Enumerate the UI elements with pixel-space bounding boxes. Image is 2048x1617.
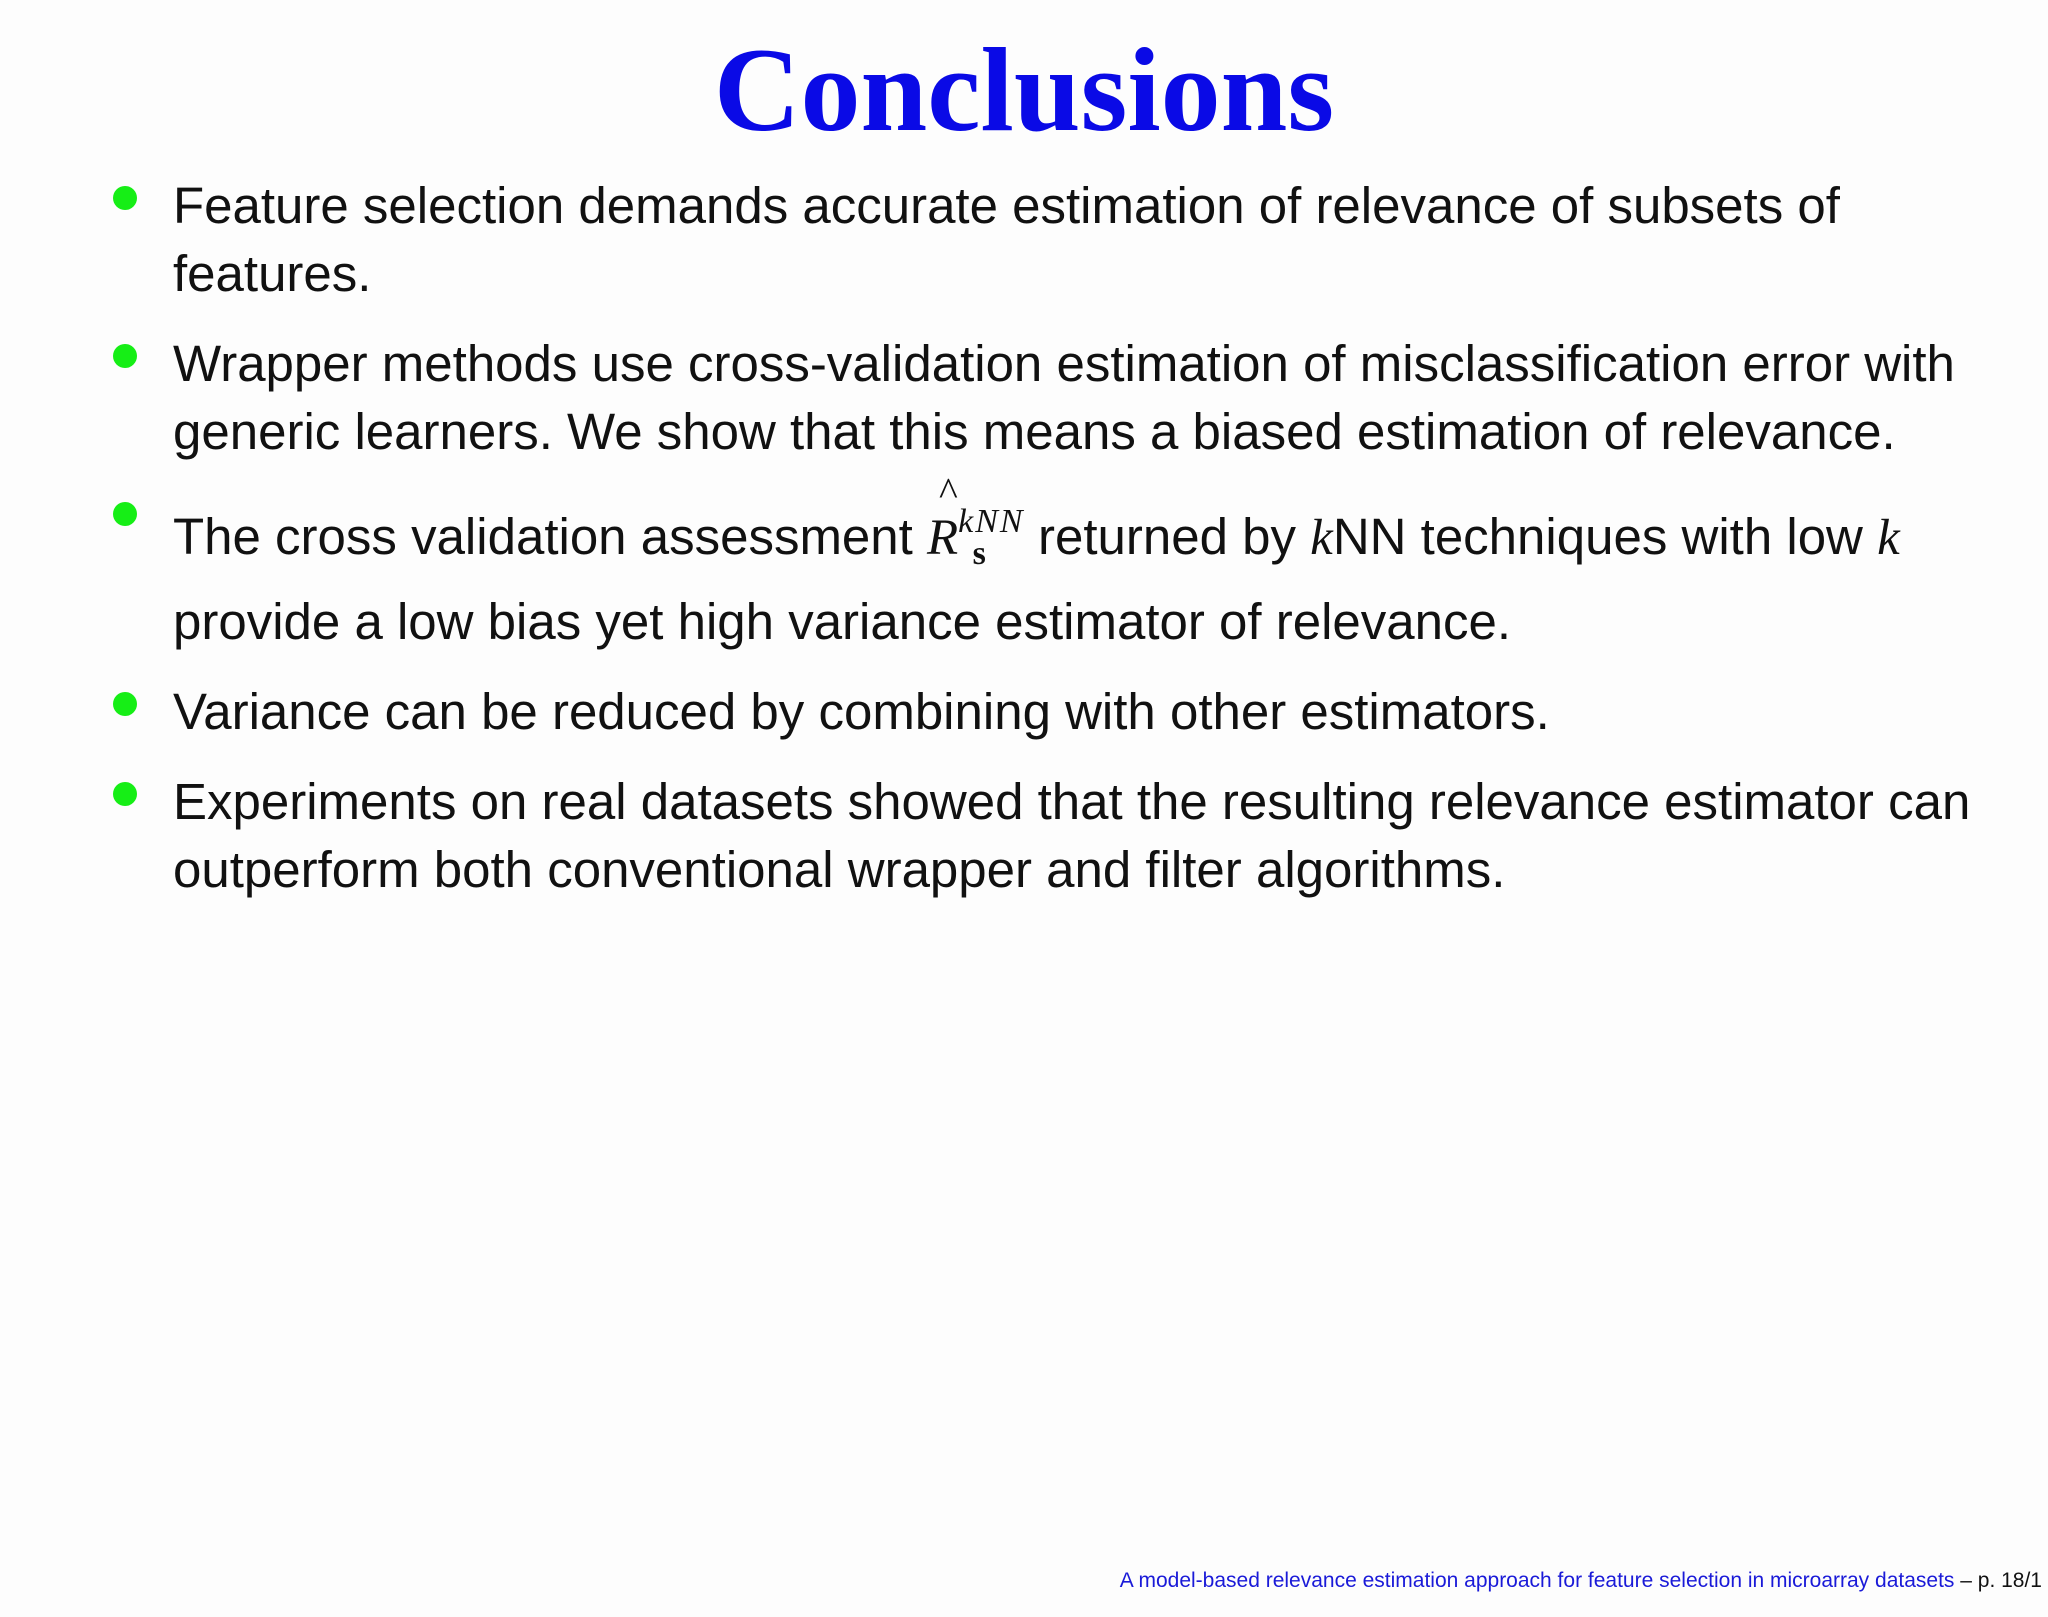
bullet-item <box>0 469 2048 656</box>
bullet-text: Variance can be reduced by combining with other estimators. <box>173 683 1550 740</box>
footer-title: A model-based relevance estimation approach for feature selection in microarray datasets <box>1119 1569 1955 1592</box>
bullet-dot-icon <box>113 344 137 368</box>
bullet-dot-icon <box>113 782 137 806</box>
bullet-item <box>0 330 2048 466</box>
slide-title: Conclusions <box>713 23 1335 156</box>
math-hat: ^ <box>939 469 958 514</box>
math-superscript: kNN <box>958 503 1025 540</box>
bullet-text: Experiments on real datasets showed that the resulting relevance estimator can outperform both conventional wrapper and filter algorithms. <box>173 773 1971 898</box>
bullet-dot-icon <box>113 502 137 526</box>
math-r: R <box>927 510 959 566</box>
bullet-text-part: The cross validation assessment <box>173 508 927 565</box>
page-number: p. 18/1 <box>1977 1569 2042 1592</box>
bullet-list <box>0 172 2048 926</box>
bullet-text-part: provide a low bias yet high variance estimator of relevance. <box>173 593 1512 650</box>
math-k: k <box>1877 510 1900 566</box>
bullet-text-part: returned by <box>1023 508 1311 565</box>
bullet-text-part: NN techniques with low <box>1332 508 1878 565</box>
slide-footer <box>1120 1567 2042 1595</box>
bullet-text: Wrapper methods use cross-validation estimation of misclassification error with generic learners. We show that this means a biased estimation of relevance. <box>173 335 1955 460</box>
math-k: k <box>1310 510 1333 566</box>
bullet-item <box>0 678 2048 746</box>
bullet-item <box>0 172 2048 308</box>
bullet-text: Feature selection demands accurate estimation of relevance of subsets of features. <box>173 177 1840 302</box>
math-subscript: s <box>972 535 986 572</box>
bullet-dot-icon <box>113 692 137 716</box>
bullet-item <box>0 768 2048 904</box>
bullet-dot-icon <box>113 186 137 210</box>
math-r-hat-knn <box>927 469 1025 588</box>
footer-separator: – <box>1954 1569 1978 1592</box>
